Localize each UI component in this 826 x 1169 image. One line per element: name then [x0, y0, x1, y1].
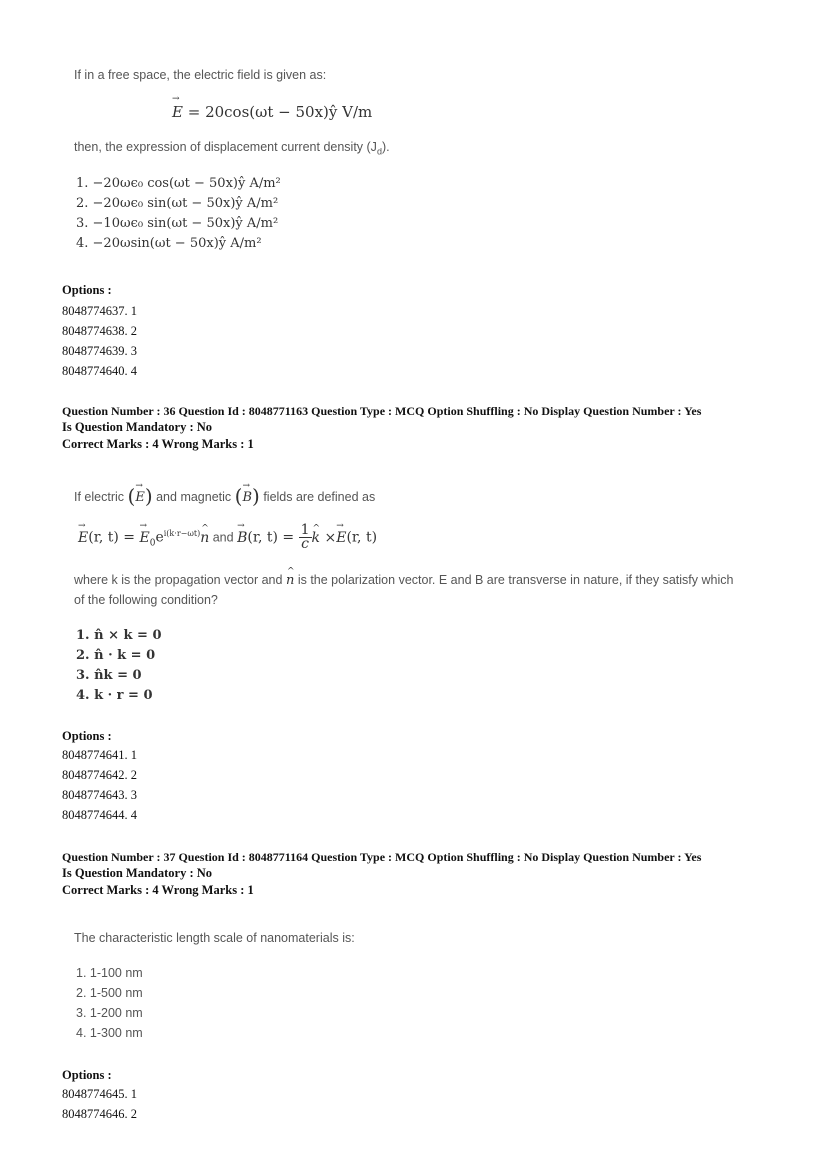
- q37-header-line-3: Correct Marks : 4 Wrong Marks : 1: [62, 883, 254, 897]
- q36-intro-a: If electric: [74, 490, 125, 504]
- q35-then-sub: d: [376, 146, 382, 157]
- b-field-symbol: (→ B): [235, 490, 260, 505]
- q36-option-1: 8048774641. 1: [62, 748, 137, 762]
- q35-option-2: 8048774638. 2: [62, 324, 137, 338]
- q35-equation: [172, 103, 372, 121]
- q35-choice-4: 4. −20ωsin(ωt − 50x)ŷ A/m²: [76, 236, 262, 251]
- q36-choice-3: 3. n̂k = 0: [76, 668, 142, 683]
- q35-then: [74, 140, 390, 157]
- q35-intro: If in a free space, the electric field is given as:: [74, 68, 327, 82]
- q36-choices: [76, 626, 162, 706]
- q37-options-list: [62, 1084, 137, 1124]
- q36-fraction: [299, 524, 312, 551]
- q36-option-3: 8048774643. 3: [62, 788, 137, 802]
- q36-eq-and: and: [209, 530, 238, 545]
- q36-eq-tail: k ×: [311, 529, 337, 546]
- q37-option-1: 8048774645. 1: [62, 1087, 137, 1101]
- q36-header-line-2: Is Question Mandatory : No: [62, 420, 213, 434]
- q35-choice-2: 2. −20ωϵ₀ sin(ωt − 50x)ŷ A/m²: [76, 196, 279, 211]
- q36-choice-1: 1. n̂ × k = 0: [76, 628, 162, 643]
- q36-eq-left: (r, t) =: [88, 529, 140, 546]
- q36-intro-c: fields are defined as: [263, 490, 376, 504]
- q35-equation-text: = 20cos(ωt − 50x)ŷ V/m: [187, 103, 373, 121]
- q36-option-2: 8048774642. 2: [62, 768, 137, 782]
- q37-choice-3: 3. 1-200 nm: [76, 1006, 143, 1020]
- q36-frac-num: 1: [300, 522, 310, 538]
- q35-choice-1: 1. −20ωϵ₀ cos(ωt − 50x)ŷ A/m²: [76, 176, 281, 191]
- q36-header-line-1: Question Number : 36 Question Id : 8048771163 Question Type : MCQ Option Shuffling : No Display Question Number : Yes: [62, 404, 702, 418]
- q36-choice-2: 2. n̂ · k = 0: [76, 648, 156, 663]
- q37-option-2: 8048774646. 2: [62, 1107, 137, 1121]
- q37-choices: [76, 963, 143, 1043]
- q37-intro: The characteristic length scale of nanomaterials is:: [74, 931, 355, 945]
- q36-equation: → E(r, t) = → $E_0e^{i(k\cdot r-\omega t)}\^{}$ n and → B(r, t) = $\frac{1}{c}$ ^ k ×→ E(r, t): [78, 524, 377, 551]
- q37-header-line-2: Is Question Mandatory : No: [62, 866, 213, 880]
- q37-choice-2: 2. 1-500 nm: [76, 986, 143, 1000]
- q35-then-text: then, the expression of displacement current density (J: [74, 140, 377, 154]
- q36-desc-a: where k is the propagation vector and: [74, 573, 283, 587]
- q37-choice-4: 4. 1-300 nm: [76, 1026, 143, 1040]
- q36-options-list: [62, 745, 137, 825]
- q35-choices: [76, 174, 281, 254]
- q36-option-4: 8048774644. 4: [62, 808, 137, 822]
- q36-eq-n: n: [200, 529, 210, 546]
- q36-intro-b: and magnetic: [156, 490, 232, 504]
- q36-desc-line-1: where k is the propagation vector and ^ n is the polarization vector. E and B are transverse in nature, if they satisfy which: [74, 573, 733, 588]
- q36-desc-b: is the polarization vector. E and B are transverse in nature, if they satisfy which: [297, 573, 734, 587]
- q35-then-tail: ).: [381, 140, 390, 154]
- e-vector-symbol: → E: [172, 103, 183, 121]
- q35-options-list: [62, 301, 137, 381]
- q36-eq-sup: i(k·r−ωt): [163, 528, 201, 538]
- q36-eq-exp: e: [155, 529, 164, 546]
- q35-options-label: Options :: [62, 283, 112, 297]
- q37-choice-1: 1. 1-100 nm: [76, 966, 143, 980]
- e-field-symbol: (→ E): [128, 490, 153, 505]
- q36-eq-tail2: (r, t): [346, 529, 378, 546]
- q36-frac-den: c: [301, 536, 309, 552]
- q36-intro: [74, 484, 375, 508]
- q35-choice-3: 3. −10ωϵ₀ sin(ωt − 50x)ŷ A/m²: [76, 216, 279, 231]
- q37-options-label: Options :: [62, 1068, 112, 1082]
- q35-option-3: 8048774639. 3: [62, 344, 137, 358]
- q36-header-line-3: Correct Marks : 4 Wrong Marks : 1: [62, 437, 254, 451]
- q35-option-4: 8048774640. 4: [62, 364, 137, 378]
- q37-header-line-1: Question Number : 37 Question Id : 8048771164 Question Type : MCQ Option Shuffling : No Display Question Number : Yes: [62, 850, 702, 864]
- q36-choice-4: 4. k · r = 0: [76, 688, 153, 703]
- q36-desc-line-2: of the following condition?: [74, 593, 218, 607]
- q35-option-1: 8048774637. 1: [62, 304, 137, 318]
- q36-eq-right: (r, t) =: [247, 529, 299, 546]
- q36-options-label: Options :: [62, 729, 112, 743]
